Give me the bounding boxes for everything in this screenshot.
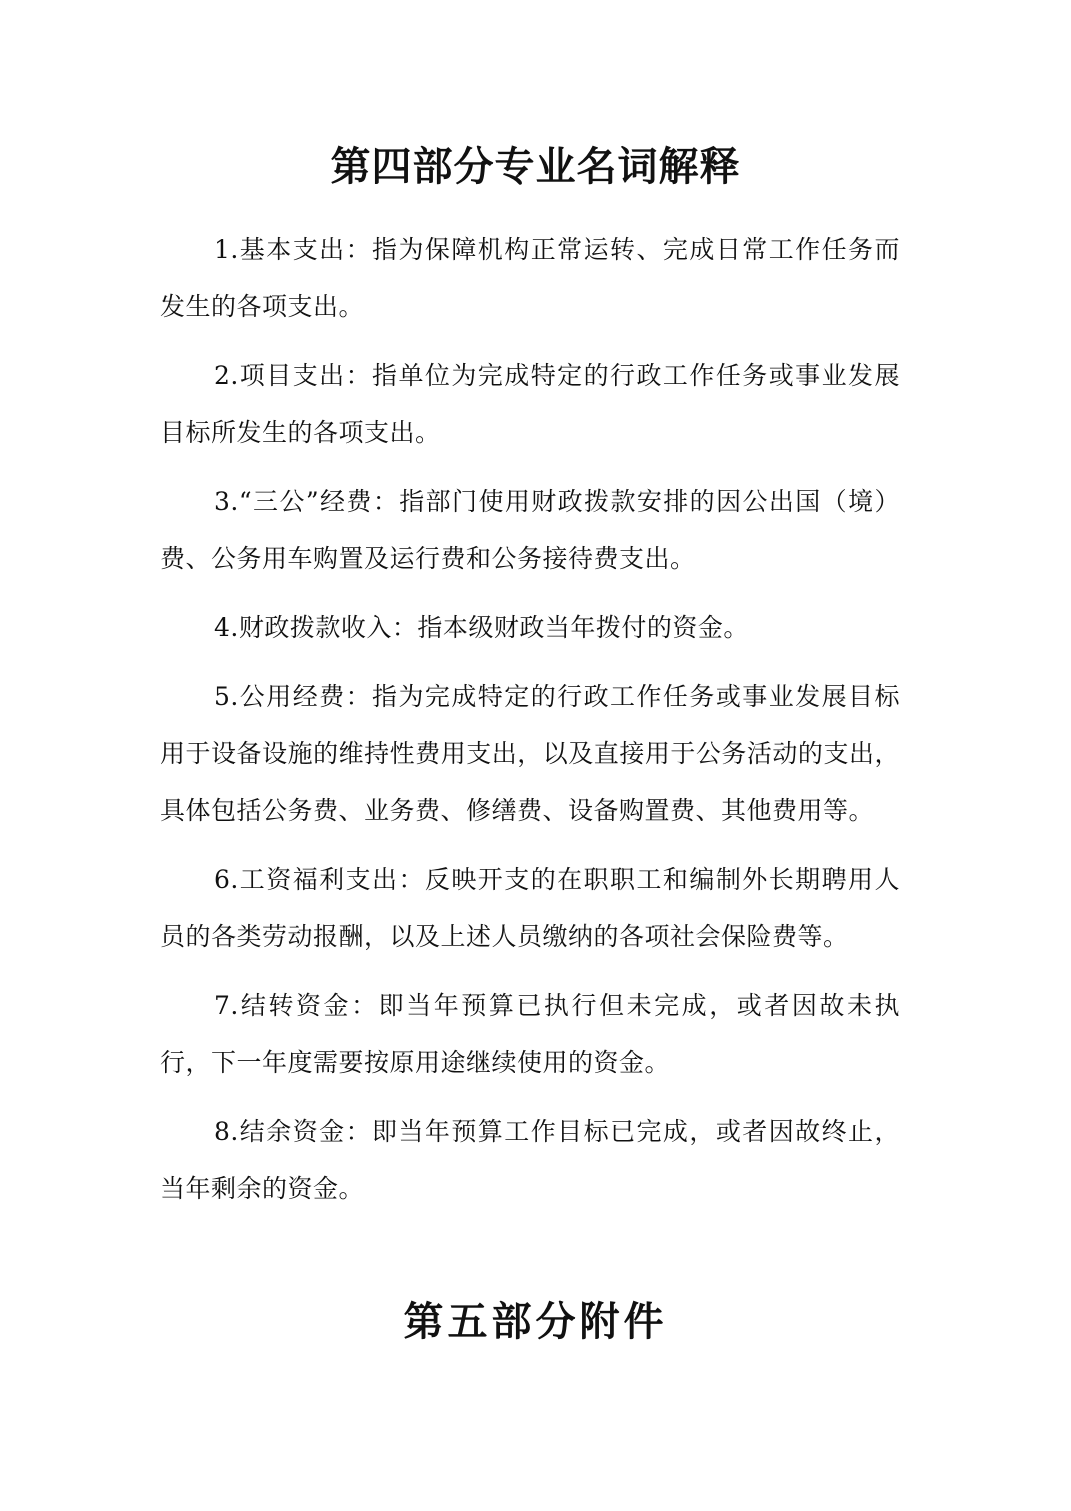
glossary-definition: 指为保障机构正常运转、完成日常工作任务而发生的各项支出。 — [160, 235, 900, 321]
glossary-term: 8.结余资金： — [214, 1117, 373, 1146]
glossary-term: 5.公用经费： — [214, 682, 373, 711]
glossary-item — [160, 668, 900, 839]
glossary-term: 4.财政拨款收入： — [214, 613, 418, 642]
glossary-list — [160, 221, 900, 1229]
glossary-definition: 指本级财政当年拨付的资金。 — [417, 613, 749, 642]
glossary-item — [160, 347, 900, 461]
glossary-definition: 即当年预算已执行但未完成，或者因故未执行，下一年度需要按原用途继续使用的资金。 — [160, 991, 900, 1077]
glossary-term: 7.结转资金： — [214, 991, 379, 1020]
glossary-item — [160, 1103, 900, 1217]
glossary-item — [160, 473, 900, 587]
glossary-term: 2.项目支出： — [214, 361, 373, 390]
page-title: 第四部分专业名词解释 — [330, 143, 741, 190]
glossary-term: 3.“三公”经费： — [214, 487, 400, 516]
section-title: 第五部分附件 — [403, 1298, 668, 1345]
glossary-item — [160, 599, 900, 656]
glossary-definition: 指为完成特定的行政工作任务或事业发展目标用于设备设施的维持性费用支出，以及直接用于公务活动的支出，具体包括公务费、业务费、修缮费、设备购置费、其他费用等。 — [160, 682, 900, 825]
glossary-term: 1.基本支出： — [214, 235, 373, 264]
glossary-definition: 反映开支的在职职工和编制外长期聘用人员的各类劳动报酬，以及上述人员缴纳的各项社会保险费等。 — [160, 865, 900, 951]
glossary-definition: 即当年预算工作目标已完成，或者因故终止，当年剩余的资金。 — [160, 1117, 900, 1203]
glossary-item — [160, 851, 900, 965]
glossary-definition: 指部门使用财政拨款安排的因公出国（境）费、公务用车购置及运行费和公务接待费支出。 — [160, 487, 900, 573]
glossary-item — [160, 977, 900, 1091]
glossary-item — [160, 221, 900, 335]
glossary-term: 6.工资福利支出： — [214, 865, 425, 894]
glossary-definition: 指单位为完成特定的行政工作任务或事业发展目标所发生的各项支出。 — [160, 361, 900, 447]
